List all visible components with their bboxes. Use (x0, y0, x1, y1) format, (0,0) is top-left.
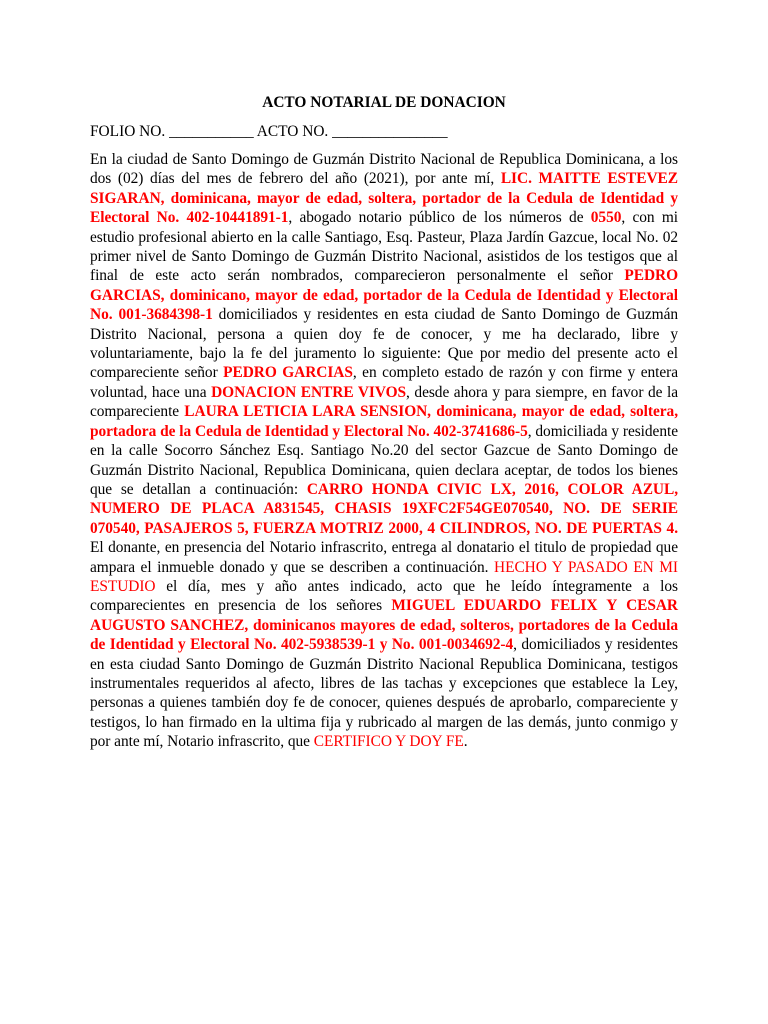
donation-type: DONACION ENTRE VIVOS (211, 383, 407, 401)
body-segment: En la ciudad de Santo Domingo de Guzmán Distrito Nacional de Republica Dominicana, a los dos (02) días del mes de febrero del año (2021), por ante mí, (90, 151, 678, 188)
document-page (90, 94, 678, 752)
donee-name: LAURA LETICIA LARA SENSION, dominicana, mayor de edad, soltera, portadora de la Cedula de Identidad y Electoral No. 402-3741686-5 (90, 403, 678, 440)
body-segment: el día, mes y año antes indicado, acto que he leído íntegramente a los comparecientes en presencia de los señores (90, 577, 678, 615)
body-segment: , desde ahora y para siempre, en favor de la compareciente (90, 383, 679, 421)
vehicle-description: CARRO HONDA CIVIC LX, 2016, COLOR AZUL, NUMERO DE PLACA A831545, CHASIS 19XFC2F54GE070540, NO. DE SERIE 070540, PASAJEROS 5, FUERZA MOTRIZ 2000, 4 CILINDROS, NO. DE PUERTAS 4. (90, 480, 678, 537)
certification-clause: CERTIFICO Y DOY FE (313, 733, 464, 751)
donor-name-repeat: PEDRO GARCIAS (223, 364, 353, 382)
body-segment: , domiciliados y residentes en esta ciudad Santo Domingo de Guzmán Distrito Nacional Republica Dominicana, testigos instrumentales requeridos al afecto, libres de las tachas y excepciones que establece la Ley, personas a quienes también doy fe de conocer, quienes después de aprobarlo, compareciente y testigos, lo han firmado en la ultima fija y rubricado al margen de las demás, junto conmigo y por ante mí, Notario infrascrito, que (90, 636, 678, 751)
donor-name: PEDRO GARCIAS, dominicano, mayor de edad, portador de la Cedula de Identidad y Electoral No. 001-3684398-1 (90, 267, 678, 324)
body-segment: El donante, en presencia del Notario infrascrito, entrega al donatario el titulo de propiedad que ampara el inmueble donado y que se describen a continuación. (90, 539, 678, 576)
body-segment: , domiciliada y residente en la calle Socorro Sánchez Esq. Santiago No.20 del sector Gazcue de Santo Domingo de Guzmán Distrito Nacional, Republica Dominicana, quien declara aceptar, de todos los bienes que se detallan a continuación: (90, 422, 678, 498)
body-segment: , en completo estado de razón y con firme y entera voluntad, hace una (90, 364, 678, 401)
executed-clause: HECHO Y PASADO EN MI ESTUDIO (90, 558, 678, 595)
folio-line: FOLIO NO. ___________ ACTO NO. _______________ (90, 123, 448, 140)
body-segment: domiciliados y residentes en esta ciudad de Santo Domingo de Guzmán Distrito Nacional, persona a quien doy fe de conocer, y me ha declarado, libre y voluntariamente, bajo la fe del juramento lo siguiente: Que por medio del presente acto el compareciente señor (90, 306, 678, 382)
witnesses-names: MIGUEL EDUARDO FELIX Y CESAR AUGUSTO SANCHEZ, dominicanos mayores de edad, solteros, portadores de la Cedula de Identidad y Electoral No. 402-5938539-1 y No. 001-0034692-4 (90, 597, 678, 654)
body-segment: . (463, 733, 468, 751)
notary-name: LIC. MAITTE ESTEVEZ SIGARAN, dominicana, mayor de edad, soltera, portador de la Cedula de Identidad y Electoral No. 402-10441891-1 (90, 170, 678, 227)
document-body (90, 150, 678, 752)
body-segment: , con mi estudio profesional abierto en la calle Santiago, Esq. Pasteur, Plaza Jardín Gazcue, local No. 02 primer nivel de Santo Domingo de Guzmán Distrito Nacional, asistidos de los testigos que al final de este acto serán nombrados, comparecieron personalmente el señor (90, 209, 678, 285)
body-segment: , abogado notario público de los números de (288, 209, 591, 227)
document-title: ACTO NOTARIAL DE DONACION (262, 94, 506, 111)
notary-number: 0550 (590, 209, 622, 227)
